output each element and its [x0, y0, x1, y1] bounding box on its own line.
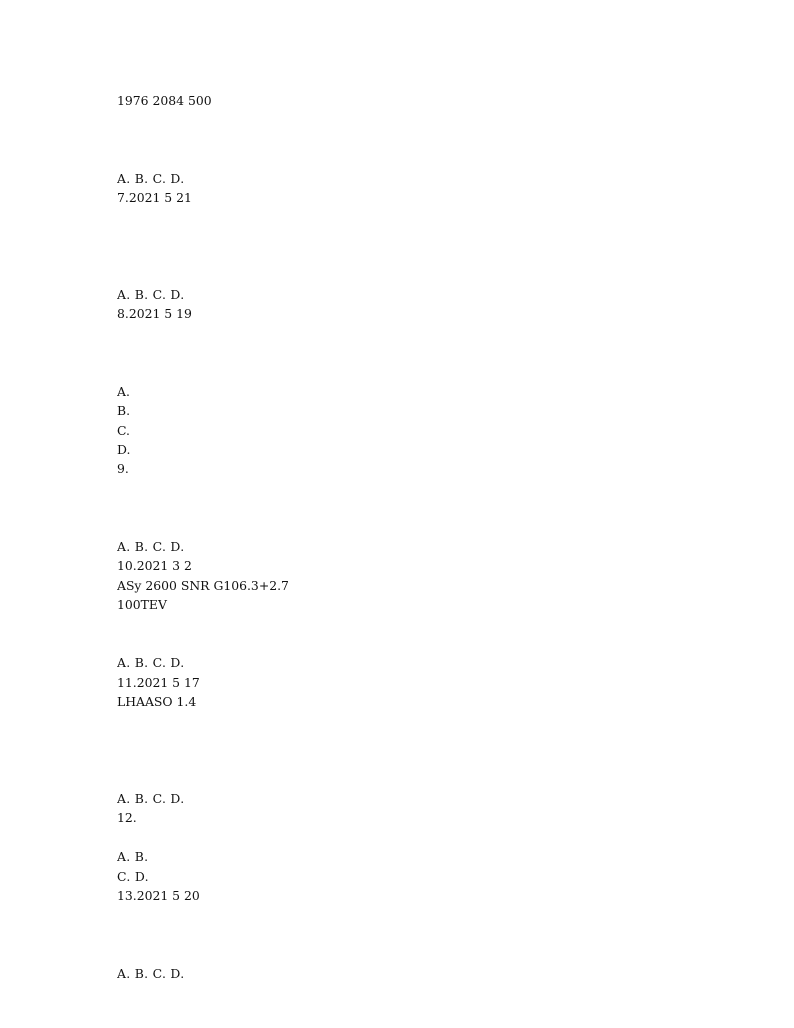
- text-line: [117, 615, 697, 634]
- text-line: [117, 227, 697, 246]
- text-line: [117, 362, 697, 381]
- text-line: [117, 944, 697, 963]
- text-line: 100TEV: [117, 597, 167, 613]
- text-line: [117, 207, 697, 226]
- text-line: ASy 2600 SNR G106.3+2.7: [117, 577, 289, 593]
- text-line: [117, 828, 697, 847]
- option-d: D.: [117, 442, 131, 458]
- text-line: 1976 2084 500: [117, 93, 212, 108]
- answer-options: A. B.: [117, 849, 149, 865]
- text-line: [117, 130, 697, 149]
- question-11-stem: 11.2021 5 17: [117, 674, 200, 690]
- text-line: [117, 518, 697, 537]
- answer-options: A. B. C. D.: [117, 655, 185, 671]
- text-line: [117, 110, 697, 129]
- text-line: [117, 905, 697, 924]
- text-line: [117, 731, 697, 750]
- question-7-stem: 7.2021 5 21: [117, 189, 192, 205]
- text-line: [117, 266, 697, 285]
- answer-options: C. D.: [117, 868, 149, 884]
- option-a: A.: [117, 383, 130, 399]
- text-line: [117, 712, 697, 731]
- answer-options: A. B. C. D.: [117, 791, 185, 807]
- text-line: LHAASO 1.4: [117, 694, 197, 710]
- text-line: [117, 925, 697, 944]
- text-line: [117, 634, 697, 653]
- text-line: [117, 324, 697, 343]
- option-b: B.: [117, 403, 131, 419]
- text-line: [117, 750, 697, 769]
- text-line: [117, 479, 697, 498]
- document-page: [117, 91, 697, 983]
- question-12-stem: 12.: [117, 810, 137, 826]
- answer-options: A. B. C. D.: [117, 170, 185, 186]
- text-line: [117, 498, 697, 517]
- question-10-stem: 10.2021 3 2: [117, 558, 192, 574]
- answer-options: A. B. C. D.: [117, 965, 185, 981]
- option-c: C.: [117, 422, 130, 438]
- question-8-stem: 8.2021 5 19: [117, 306, 192, 322]
- text-line: [117, 343, 697, 362]
- question-9-stem: 9.: [117, 461, 129, 477]
- question-13-stem: 13.2021 5 20: [117, 888, 200, 904]
- answer-options: A. B. C. D.: [117, 286, 185, 302]
- text-line: [117, 770, 697, 789]
- text-line: [117, 246, 697, 265]
- text-line: [117, 149, 697, 168]
- answer-options: A. B. C. D.: [117, 538, 185, 554]
